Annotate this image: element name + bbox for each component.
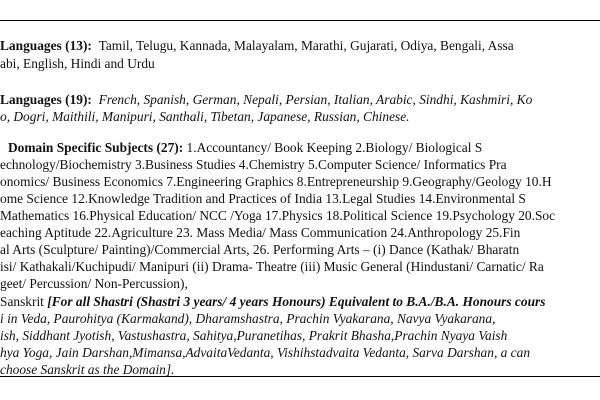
sanskrit-label: Sanskrit [0, 294, 44, 309]
domain-subjects-line-5: Mathematics 16.Physical Education/ NCC /Yoga 17.Physics 18.Political Science 19.Psychology 20.Soc [0, 208, 556, 223]
languages-13-line-2: abi, English, Hindi and Urdu [0, 56, 155, 71]
domain-subjects-line-2: echnology/Biochemistry 3.Business Studies 4.Chemistry 5.Computer Science/ Informatics Pra [0, 157, 507, 172]
sanskrit-line-4: hya Yoga, Jain Darshan,Mimansa,AdvaitaVedanta, Vishihstadvaita Vedanta, Sarva Darshan, a can [0, 345, 531, 360]
sanskrit-line-2: i in Veda, Paurohitya (Karmakand), Dharamshastra, Prachin Vyakarana, Navya Vyakarana, [0, 311, 496, 326]
domain-subjects-line-8: isi/ Kathakali/Kuchipudi/ Manipuri (ii) Drama- Theatre (iii) Music General (Hindustani/ Carnatic/ Ra [0, 259, 544, 274]
domain-subjects-line [8, 140, 482, 156]
domain-subjects-line-6: eaching Aptitude 22.Agriculture 23. Mass Media/ Mass Communication 24.Anthropology 25.Fin [0, 225, 521, 240]
domain-subjects-line-3: onomics/ Business Economics 7.Engineering Graphics 8.Entrepreneurship 9.Geography/Geology 10.H [0, 174, 552, 189]
domain-subjects-list: 1.Accountancy/ Book Keeping 2.Biology/ Biological S [186, 140, 483, 155]
languages-19-list: French, Spanish, German, Nepali, Persian, Italian, Arabic, Sindhi, Kashmiri, Ko [98, 92, 533, 107]
sanskrit-line [0, 294, 545, 310]
sanskrit-line-5: choose Sanskrit as the Domain]. [0, 362, 175, 377]
languages-13-heading: Languages (13): [0, 38, 92, 53]
domain-subjects-line-9: geet/ Percussion/ Non-Percussion), [0, 276, 188, 291]
languages-19-line-2: o, Dogri, Maithili, Manipuri, Santhali, Tibetan, Japanese, Russian, Chinese. [0, 109, 410, 124]
sanskrit-line-3: ish, Siddhant Jyotish, Vastushastra, Sahitya,Puranetihas, Prakrit Bhasha,Prachin Nyaya Vaish [0, 328, 508, 343]
languages-19-heading: Languages (19): [0, 92, 92, 107]
languages-13-list: Tamil, Telugu, Kannada, Malayalam, Marathi, Gujarati, Odiya, Bengali, Assa [98, 38, 514, 53]
domain-subjects-line-7: al Arts (Sculpture/ Painting)/Commercial Arts, 26. Performing Arts – (i) Dance (Kathak/ Bharatn [0, 242, 520, 257]
languages-19-line [0, 92, 532, 108]
sanskrit-note: [For all Shastri (Shastri 3 years/ 4 years Honours) Equivalent to B.A./B.A. Honours cours [47, 294, 546, 309]
languages-13-line [0, 38, 514, 54]
domain-subjects-line-4: ome Science 12.Knowledge Tradition and Practices of India 13.Legal Studies 14.Environmental S [0, 191, 526, 206]
domain-subjects-heading: Domain Specific Subjects (27): [8, 140, 184, 155]
